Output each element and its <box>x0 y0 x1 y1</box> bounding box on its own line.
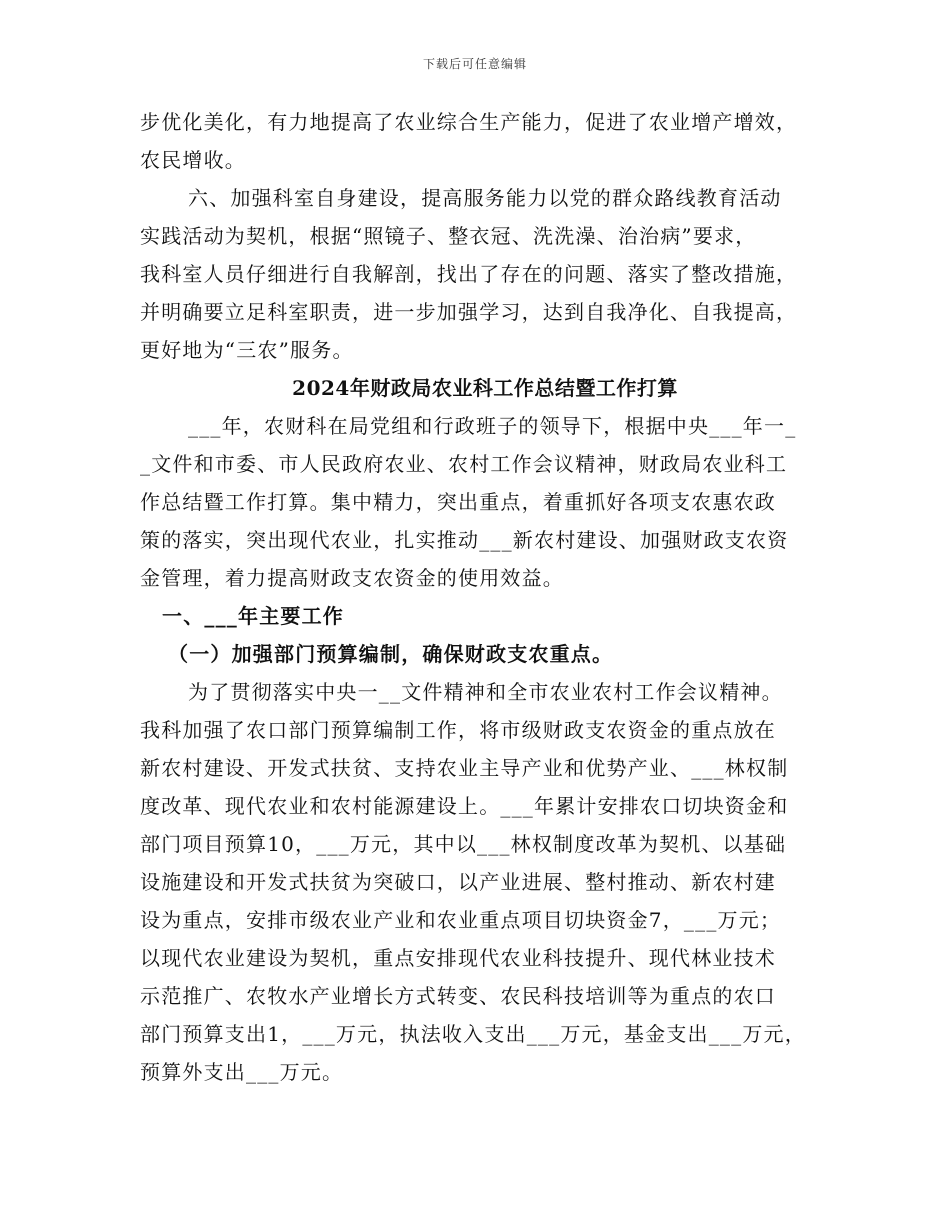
paragraph-line: 步优化美化，有力地提高了农业综合生产能力，促进了农业增产增效， <box>140 110 798 134</box>
section-title: 2024年财政局农业科工作总结暨工作打算 <box>292 376 678 400</box>
paragraph-line: 农民增收。 <box>140 148 246 172</box>
paragraph-line: 作总结暨工作打算。集中精力，突出重点，着重抓好各项支农惠农政 <box>140 490 776 514</box>
paragraph-line: 以现代农业建设为契机，重点安排现代农业科技提升、现代林业技术 <box>140 946 776 970</box>
paragraph-line: 设施建设和开发式扶贫为突破口，以产业进展、整村推动、新农村建 <box>140 870 776 894</box>
heading-level-2: （一）加强部门预算编制，确保财政支农重点。 <box>168 642 614 666</box>
paragraph-line: 示范推广、农牧水产业增长方式转变、农民科技培训等为重点的农口 <box>140 984 776 1008</box>
paragraph-line: 我科加强了农口部门预算编制工作，将市级财政支农资金的重点放在 <box>140 718 776 742</box>
page-header-note: 下载后可任意编辑 <box>422 57 527 71</box>
paragraph-line: 部门预算支出1，___万元，执法收入支出___万元，基金支出___万元， <box>140 1022 806 1046</box>
paragraph-line: 度改革、现代农业和农村能源建设上。___年累计安排农口切块资金和 <box>140 794 789 818</box>
paragraph-line: 设为重点，安排市级农业产业和农业重点项目切块资金7，___万元； <box>140 908 782 932</box>
paragraph-line: _文件和市委、市人民政府农业、农村工作会议精神，财政局农业科工 <box>140 452 788 476</box>
paragraph-line: 部门项目预算10，___万元，其中以___林权制度改革为契机、以基础 <box>140 832 787 856</box>
heading-level-1: 一、___年主要工作 <box>162 604 344 628</box>
paragraph-line: 为了贯彻落实中央一__文件精神和全市农业农村工作会议精神。 <box>188 680 783 704</box>
paragraph-line: 预算外支出___万元。 <box>140 1060 344 1084</box>
document-body <box>140 103 830 1091</box>
paragraph-line: 并明确要立足科室职责，进一步加强学习，达到自我净化、自我提高， <box>140 300 798 324</box>
paragraph-line: 新农村建设、开发式扶贫、支持农业主导产业和优势产业、___林权制 <box>140 756 789 780</box>
paragraph-line: ___年，农财科在局党组和行政班子的领导下，根据中央___年一_ <box>188 414 797 438</box>
paragraph-line: 更好地为“三农”服务。 <box>140 338 354 362</box>
paragraph-line: 六、加强科室自身建设，提高服务能力以党的群众路线教育活动 <box>188 186 782 210</box>
paragraph-line: 策的落实，突出现代农业，扎实推动___新农村建设、加强财政支农资 <box>140 528 789 552</box>
paragraph-line: 实践活动为契机，根据“照镜子、整衣冠、洗洗澡、治治病”要求， <box>140 224 757 248</box>
paragraph-line: 金管理，着力提高财政支农资金的使用效益。 <box>140 566 564 590</box>
paragraph-line: 我科室人员仔细进行自我解剖，找出了存在的问题、落实了整改措施， <box>140 262 798 286</box>
